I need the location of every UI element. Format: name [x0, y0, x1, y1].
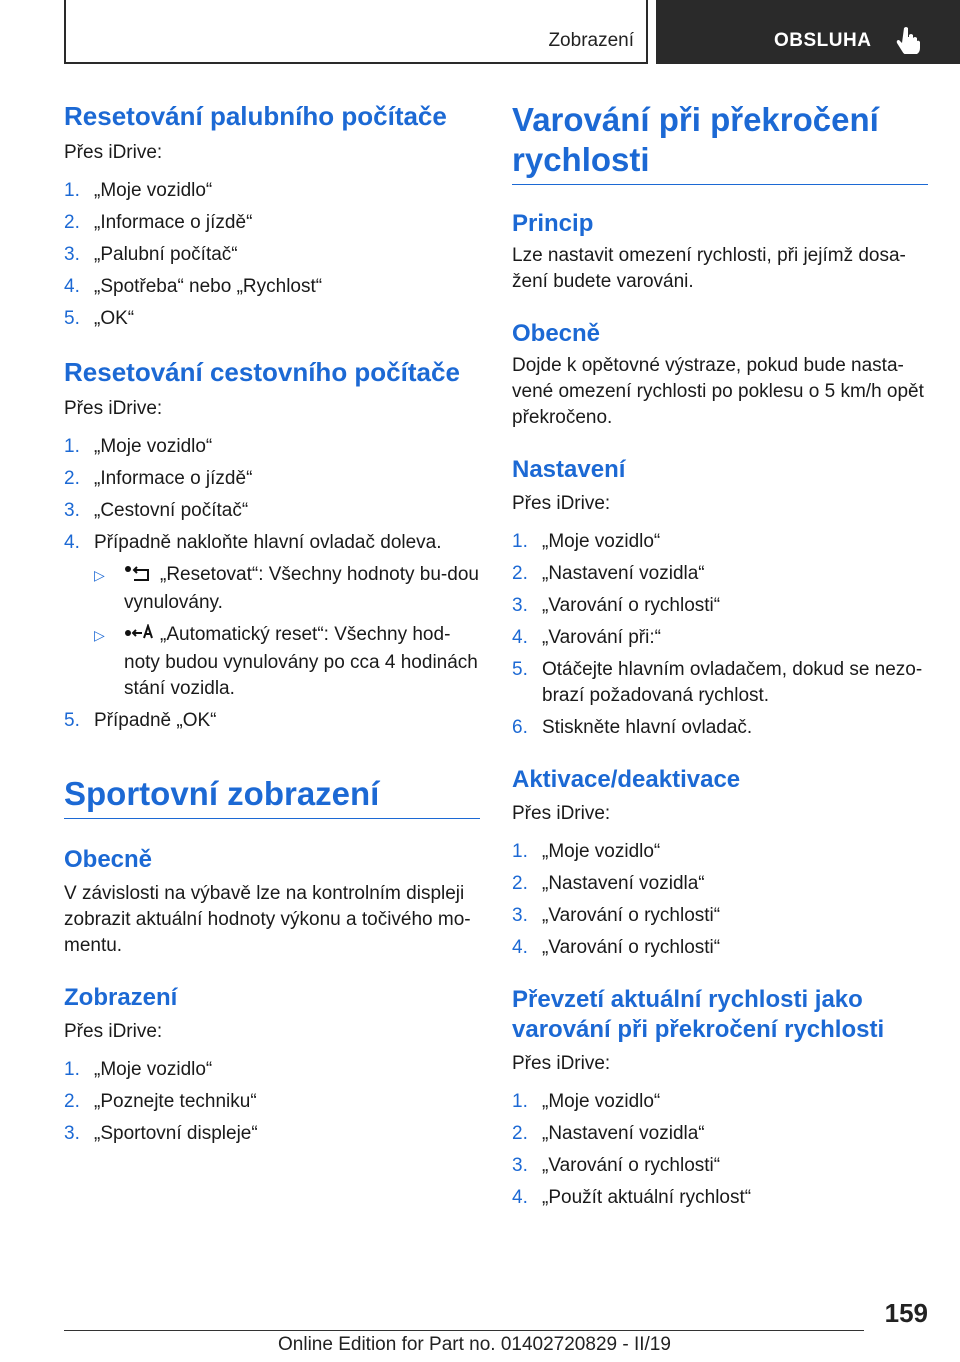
heading-reset-trip: Resetování cestovního počítače	[64, 357, 460, 387]
steps-sport	[64, 1057, 480, 1147]
list-item: 4. „Varování při:“	[512, 627, 661, 648]
intro-text: Přes iDrive:	[512, 803, 611, 824]
steps-reset-trip	[64, 434, 480, 734]
header-chapter-box	[656, 0, 960, 64]
list-item: 5. „OK“	[64, 308, 135, 329]
header-chapter-title: OBSLUHA	[774, 30, 872, 51]
list-item: 4. Případně nakloňte hlavní ovladač doleva. ▷ „Resetovat“: Všechny hodnoty bu-dou vynulovány. ▷ „Automatický reset“: Všechny hod-noty budou vynulovány po cca 4 hodinách stání vozidla.	[64, 530, 480, 702]
list-item: 1. „Moje vozidlo“	[512, 1091, 661, 1112]
intro-text: Přes iDrive:	[64, 142, 163, 163]
heading-activation: Aktivace/deaktivace	[512, 766, 741, 793]
heading-sport-display: Sportovní zobrazení	[64, 774, 480, 819]
list-item: 3. „Palubní počítač“	[64, 244, 238, 265]
list-item: 4. „Varování o rychlosti“	[512, 937, 721, 958]
intro-text: Přes iDrive:	[64, 1021, 163, 1042]
list-item: 2. „Nastavení vozidla“	[512, 563, 705, 584]
footer-edition: Online Edition for Part no. 01402720829 - II/19	[278, 1334, 671, 1355]
heading-settings: Nastavení	[512, 456, 626, 483]
heading-general: Obecně	[512, 320, 601, 347]
steps-activation	[512, 839, 928, 961]
heading-principle: Princip	[512, 210, 594, 237]
sub-item-reset: ▷ „Resetovat“: Všechny hodnoty bu-dou vynulovány.	[94, 564, 479, 613]
list-item: 1. „Moje vozidlo“	[64, 180, 213, 201]
steps-settings	[512, 529, 928, 741]
left-column	[64, 100, 480, 1147]
general-text: Dojde k opětovné výstraze, pokud bude nasta-vené omezení rychlosti po poklesu o 5 km/h opět překročeno.	[512, 355, 924, 428]
reset-symbol-icon	[124, 564, 154, 590]
intro-text: Přes iDrive:	[64, 398, 163, 419]
right-column	[512, 100, 928, 1211]
heading-sport-display-sub: Zobrazení	[64, 984, 178, 1011]
page-number: 159	[884, 1298, 928, 1328]
list-item: 3. „Cestovní počítač“	[64, 500, 249, 521]
sub-options	[94, 562, 480, 702]
steps-adopt	[512, 1089, 928, 1211]
list-item: 1. „Moje vozidlo“	[512, 531, 661, 552]
list-item: 2. „Nastavení vozidla“	[512, 873, 705, 894]
list-item: 2. „Poznejte techniku“	[64, 1091, 257, 1112]
heading-speed-warning: Varování při překročení rychlosti	[512, 100, 928, 185]
steps-reset-onboard	[64, 178, 480, 332]
list-item: 1. „Moje vozidlo“	[64, 436, 213, 457]
intro-text: Přes iDrive:	[512, 1053, 611, 1074]
list-item: 5. Otáčejte hlavním ovladačem, dokud se nezo-brazí požadovaná rychlost.	[512, 659, 923, 706]
auto-reset-symbol-icon	[124, 624, 154, 650]
sub-item-auto-reset: ▷ „Automatický reset“: Všechny hod-noty budou vynulovány po cca 4 hodinách stání vozidla.	[94, 624, 478, 699]
list-item: 2. „Informace o jízdě“	[64, 468, 253, 489]
list-item: 5. Případně „OK“	[64, 710, 217, 731]
header-section-box	[64, 0, 648, 64]
list-item: 6. Stiskněte hlavní ovladač.	[512, 717, 753, 738]
sport-general-text: V závislosti na výbavě lze na kontrolním displeji zobrazit aktuální hodnoty výkonu a točivého mo-mentu.	[64, 883, 471, 956]
list-item: 1. „Moje vozidlo“	[512, 841, 661, 862]
list-item: 2. „Informace o jízdě“	[64, 212, 253, 233]
list-item: 3. „Varování o rychlosti“	[512, 1155, 721, 1176]
triangle-bullet-icon: ▷	[94, 627, 105, 643]
header-section-title: Zobrazení	[548, 30, 634, 51]
hand-pointer-icon	[896, 26, 922, 59]
list-item: 3. „Varování o rychlosti“	[512, 905, 721, 926]
list-item: 1. „Moje vozidlo“	[64, 1059, 213, 1080]
list-item: 4. „Použít aktuální rychlost“	[512, 1187, 752, 1208]
list-item: 4. „Spotřeba“ nebo „Rychlost“	[64, 276, 323, 297]
triangle-bullet-icon: ▷	[94, 567, 105, 583]
list-item: 2. „Nastavení vozidla“	[512, 1123, 705, 1144]
principle-text: Lze nastavit omezení rychlosti, při jejímž dosa-žení budete varováni.	[512, 245, 906, 292]
footer-divider	[64, 1330, 864, 1331]
list-item: 3. „Varování o rychlosti“	[512, 595, 721, 616]
heading-reset-onboard: Resetování palubního počítače	[64, 101, 447, 131]
intro-text: Přes iDrive:	[512, 493, 611, 514]
heading-adopt-speed: Převzetí aktuální rychlosti jako varování při překročení rychlosti	[512, 986, 885, 1043]
heading-sport-general: Obecně	[64, 846, 153, 873]
list-item: 3. „Sportovní displeje“	[64, 1123, 258, 1144]
